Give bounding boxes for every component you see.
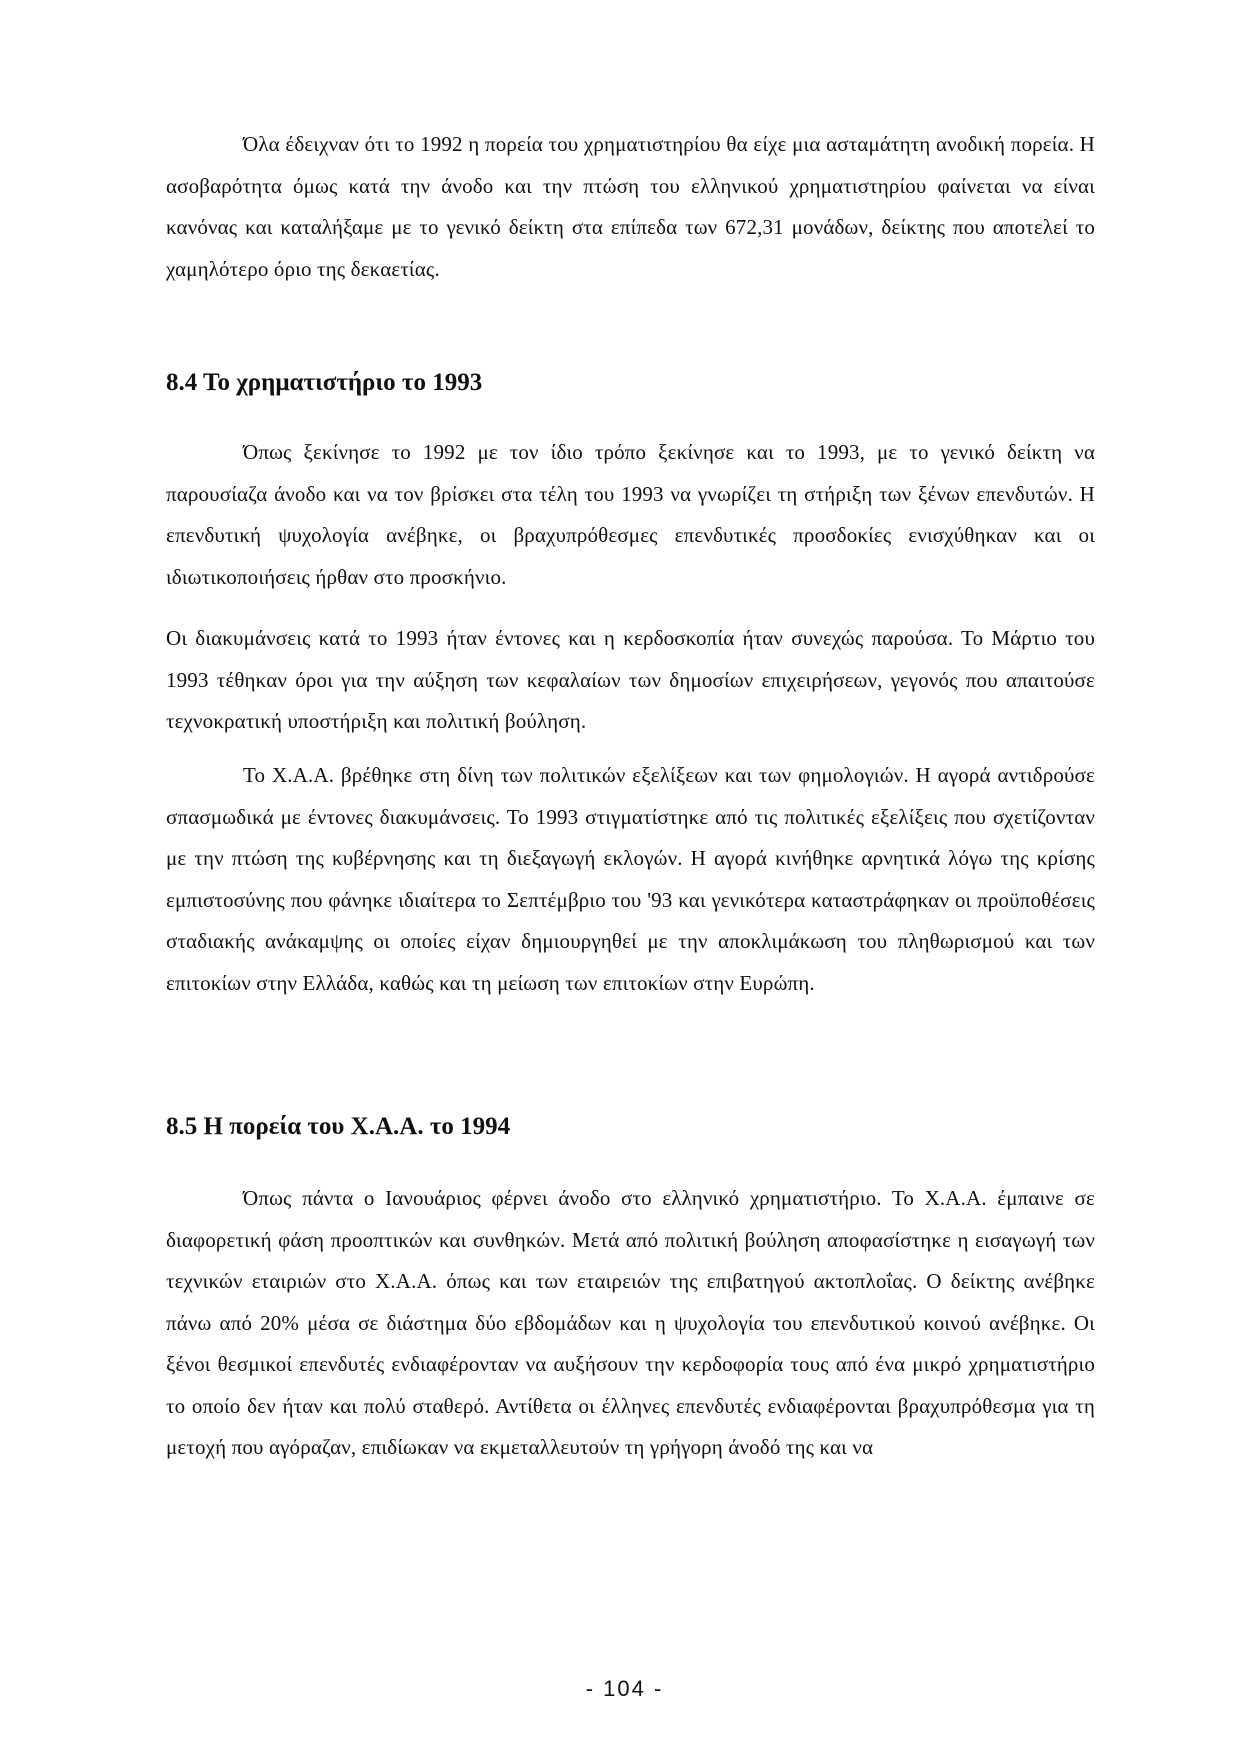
section-8-5-heading: 8.5 Η πορεία του Χ.Α.Α. το 1994 <box>166 1113 511 1140</box>
section-8-4-paragraph-2: Οι διακυμάνσεις κατά το 1993 ήταν έντονες και η κερδοσκοπία ήταν συνεχώς παρούσα. Το Μάρτιο του 1993 τέθηκαν όροι για την αύξηση των κεφαλαίων των δημοσίων επιχειρήσεων, γεγονός που απαιτούσε τεχνοκρατική υποστήριξη και πολιτική βούληση. <box>166 626 1095 733</box>
section-8-5-paragraph-1: Όπως πάντα ο Ιανουάριος φέρνει άνοδο στο ελληνικό χρηματιστήριο. Το Χ.Α.Α. έμπαινε σε διαφορετική φάση προοπτικών και συνθηκών. Μετά από πολιτική βούληση αποφασίστηκε η εισαγωγή των τεχνικών εταιριών στο Χ.Α.Α. όπως και των εταιρειών της επιβατηγού ακτοπλοΐας. Ο δείκτης ανέβηκε πάνω από 20% μέσα σε διάστημα δύο εβδομάδων και η ψυχολογία του επενδυτικού κοινού ανέβηκε. Οι ξένοι θεσμικοί επενδυτές ενδιαφέρονταν να αυξήσουν την κερδοφορία τους από ένα μικρό χρηματιστήριο το οποίο δεν ήταν και πολύ σταθερό. Αντίθετα οι έλληνες επενδυτές ενδιαφέρονται βραχυπρόθεσμα για τη μετοχή που αγόραζαν, επιδίωκαν να εκμεταλλευτούν τη γρήγορη άνοδό της και να <box>166 1186 1095 1459</box>
section-8-4-paragraph-3: Το Χ.Α.Α. βρέθηκε στη δίνη των πολιτικών εξελίξεων και των φημολογιών. Η αγορά αντιδρούσε σπασμωδικά με έντονες διακυμάνσεις. Το 1993 στιγματίστηκε από τις πολιτικές εξελίξεις που σχετίζονταν με την πτώση της κυβέρνησης και τη διεξαγωγή εκλογών. Η αγορά κινήθηκε αρνητικά λόγω της κρίσης εμπιστοσύνης που φάνηκε ιδιαίτερα το Σεπτέμβριο του '93 και γενικότερα καταστράφηκαν οι προϋποθέσεις σταδιακής ανάκαμψης οι οποίες είχαν δημιουργηθεί με την αποκλιμάκωση του πληθωρισμού και των επιτοκίων στην Ελλάδα, καθώς και τη μείωση των επιτοκίων στην Ευρώπη. <box>166 763 1095 995</box>
intro-paragraph: Όλα έδειχναν ότι το 1992 η πορεία του χρηματιστηρίου θα είχε μια ασταμάτητη ανοδική πορεία. Η ασοβαρότητα όμως κατά την άνοδο και την πτώση του ελληνικού χρηματιστηρίου φαίνεται να είναι κανόνας και καταλήξαμε με το γενικό δείκτη στα επίπεδα των 672,31 μονάδων, δείκτης που αποτελεί το χαμηλότερο όριο της δεκαετίας. <box>166 132 1095 281</box>
section-8-4-paragraph-1: Όπως ξεκίνησε το 1992 με τον ίδιο τρόπο ξεκίνησε και το 1993, με το γενικό δείκτη να παρουσίαζα άνοδο και να τον βρίσκει στα τέλη του 1993 να γνωρίζει τη στήριξη των ξένων επενδυτών. Η επενδυτική ψυχολογία ανέβηκε, οι βραχυπρόθεσμες επενδυτικές προσδοκίες ενισχύθηκαν και οι ιδιωτικοποιήσεις ήρθαν στο προσκήνιο. <box>166 440 1095 589</box>
section-8-4-heading: 8.4 Το χρηματιστήριο το 1993 <box>166 369 483 396</box>
page-number: - 104 - <box>585 1676 664 1701</box>
